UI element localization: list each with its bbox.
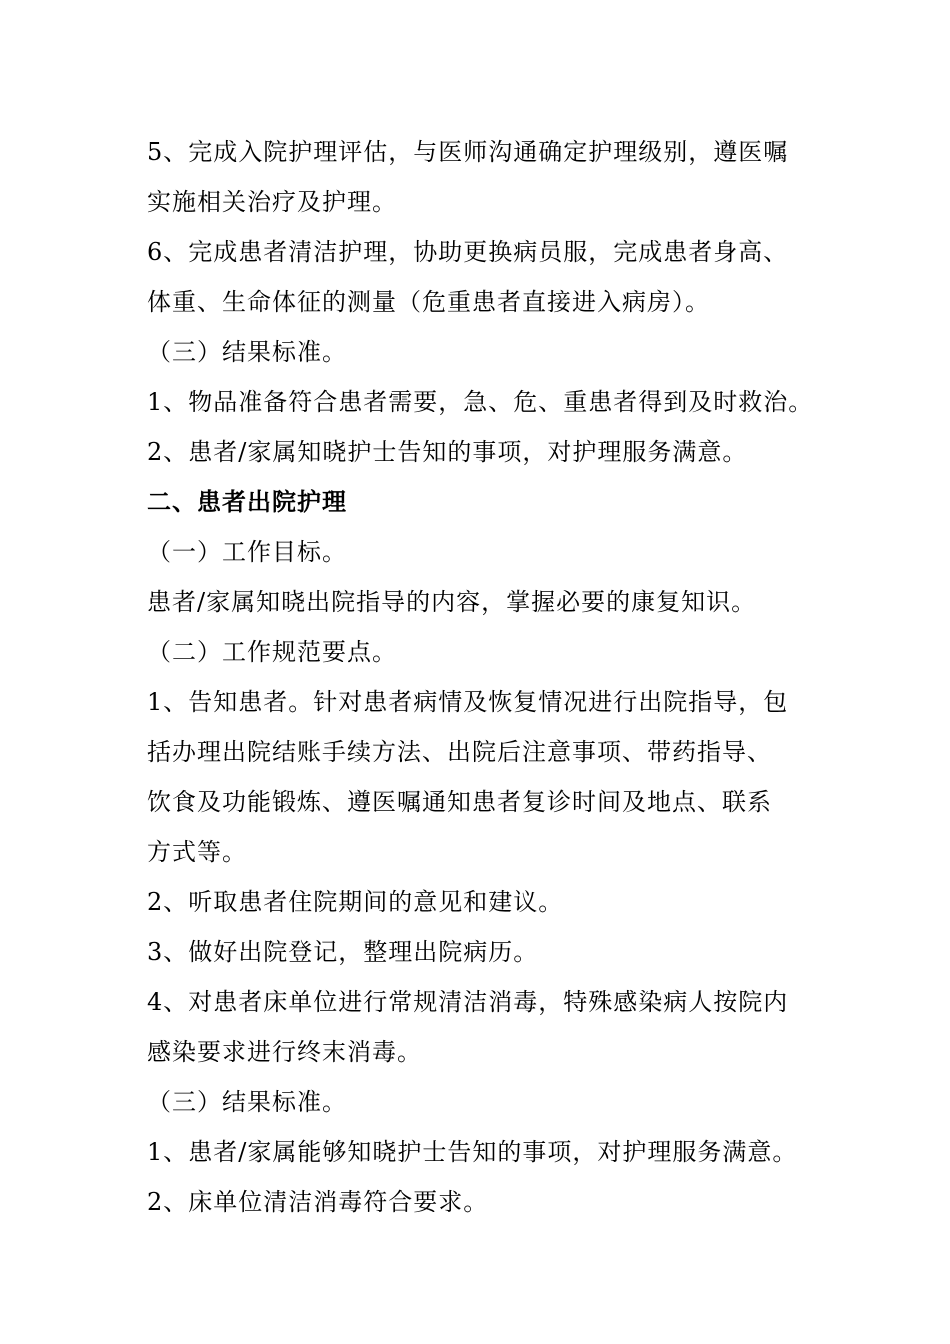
list-item-6: 6、完成患者清洁护理，协助更换病员服，完成患者身高、 (147, 238, 789, 266)
list-item-1-continued: 饮食及功能锻炼、遵医嘱通知患者复诊时间及地点、联系 (147, 788, 772, 816)
list-item-1-continued: 括办理出院结账手续方法、出院后注意事项、带药指导、 (147, 738, 772, 766)
list-item-6-continued: 体重、生命体征的测量（危重患者直接进入病房）。 (147, 288, 710, 316)
list-item-4: 4、对患者床单位进行常规清洁消毒，特殊感染病人按院内 (147, 988, 789, 1016)
list-item-5-continued: 实施相关治疗及护理。 (147, 188, 397, 216)
subsection-heading-results: （三）结果标准。 (147, 1088, 347, 1116)
list-item-2: 2、患者/家属知晓护士告知的事项，对护理服务满意。 (147, 438, 748, 466)
list-item-1-continued: 方式等。 (147, 838, 247, 866)
section-heading-discharge-care: 二、患者出院护理 (147, 487, 347, 516)
list-item-2: 2、听取患者住院期间的意见和建议。 (147, 888, 564, 916)
subsection-heading-goals: （一）工作目标。 (147, 538, 347, 566)
list-item-3: 3、做好出院登记，整理出院病历。 (147, 938, 539, 966)
list-item-1: 1、告知患者。针对患者病情及恢复情况进行出院指导，包 (147, 688, 789, 716)
list-item-5: 5、完成入院护理评估，与医师沟通确定护理级别，遵医嘱 (147, 138, 789, 166)
paragraph-goals: 患者/家属知晓出院指导的内容，掌握必要的康复知识。 (147, 588, 757, 616)
list-item-4-continued: 感染要求进行终末消毒。 (147, 1038, 422, 1066)
list-item-1: 1、物品准备符合患者需要，急、危、重患者得到及时救治。 (147, 388, 814, 416)
list-item-2: 2、床单位清洁消毒符合要求。 (147, 1188, 489, 1216)
subsection-heading-results: （三）结果标准。 (147, 338, 347, 366)
list-item-1: 1、患者/家属能够知晓护士告知的事项，对护理服务满意。 (147, 1138, 798, 1166)
subsection-heading-key-points: （二）工作规范要点。 (147, 638, 397, 666)
